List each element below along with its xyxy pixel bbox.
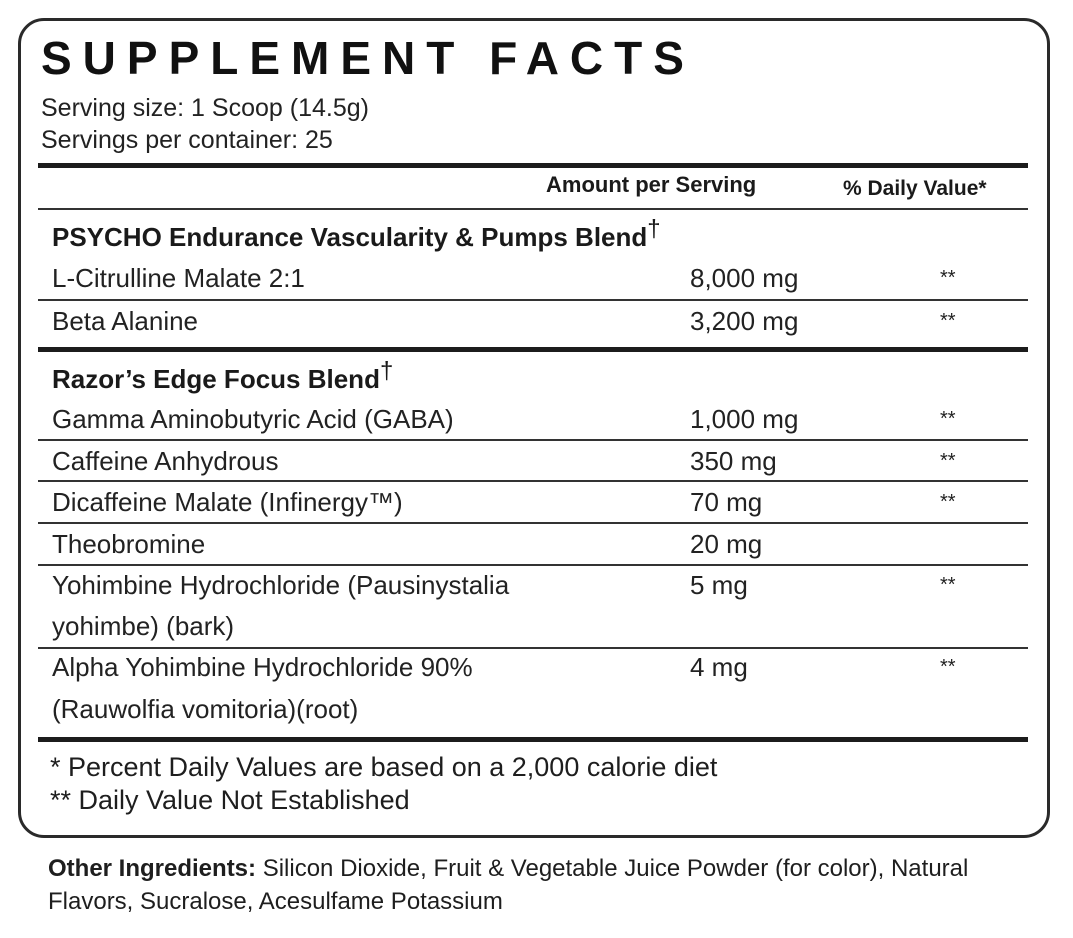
ingredient-name: Gamma Aminobutyric Acid (GABA) — [52, 404, 454, 434]
blend-title-razors-edge — [52, 357, 394, 395]
ingredient-dv: ** — [940, 491, 956, 513]
ingredient-dv: ** — [940, 310, 956, 332]
ingredient-amount: 8,000 mg — [690, 263, 799, 293]
other-ingredients-text: Silicon Dioxide, Fruit & Vegetable Juice Powder (for color), Natural Flavors, Sucralose, Acesulfame Potassium — [48, 855, 969, 915]
dagger-mark: † — [647, 215, 661, 243]
ingredient-amount: 3,200 mg — [690, 306, 799, 336]
other-ingredients — [48, 852, 1038, 918]
dagger-mark: † — [379, 357, 394, 385]
ingredient-amount: 4 mg — [690, 652, 748, 682]
servings-per-container: Servings per container: 25 — [41, 126, 333, 154]
ingredient-name: Beta Alanine — [52, 306, 199, 336]
blend-name: PSYCHO Endurance Vascularity & Pumps Blend — [52, 222, 648, 252]
ingredient-amount: 350 mg — [690, 446, 777, 476]
ingredient-dv: ** — [940, 408, 956, 430]
ingredient-name-continued: (Rauwolfia vomitoria)(root) — [52, 694, 359, 724]
ingredient-name-continued: yohimbe) (bark) — [52, 611, 235, 641]
ingredient-name: Yohimbine Hydrochloride (Pausinystalia — [52, 570, 510, 600]
ingredient-amount: 70 mg — [690, 487, 763, 517]
blend-name: Razor’s Edge Focus Blend — [52, 364, 380, 394]
blend-title-psycho — [52, 215, 661, 253]
ingredient-name: L-Citrulline Malate 2:1 — [52, 263, 305, 293]
other-ingredients-label: Other Ingredients: — [48, 855, 257, 882]
ingredient-amount: 5 mg — [690, 570, 748, 600]
serving-size: Serving size: 1 Scoop (14.5g) — [41, 94, 369, 122]
ingredient-name: Theobromine — [52, 529, 206, 559]
divider — [38, 163, 1028, 168]
ingredient-amount: 20 mg — [690, 529, 763, 559]
daily-value-header: % Daily Value* — [843, 177, 987, 200]
footnote-daily-values: * Percent Daily Values are based on a 2,000 calorie diet — [50, 752, 718, 782]
ingredient-dv: ** — [940, 267, 956, 289]
divider — [38, 347, 1028, 352]
ingredient-dv: ** — [940, 656, 956, 678]
footnote-not-established: ** Daily Value Not Established — [50, 785, 410, 815]
ingredient-dv: ** — [940, 574, 956, 596]
amount-header: Amount per Serving — [546, 172, 757, 197]
ingredient-name: Alpha Yohimbine Hydrochloride 90% — [52, 652, 473, 682]
divider — [38, 737, 1028, 742]
panel-title: SUPPLEMENT FACTS — [41, 32, 695, 84]
ingredient-amount: 1,000 mg — [690, 404, 799, 434]
ingredient-dv: ** — [940, 450, 956, 472]
ingredient-name: Dicaffeine Malate (Infinergy™) — [52, 487, 403, 517]
ingredient-name: Caffeine Anhydrous — [52, 446, 279, 476]
divider — [38, 208, 1028, 210]
serving-info — [41, 92, 369, 156]
